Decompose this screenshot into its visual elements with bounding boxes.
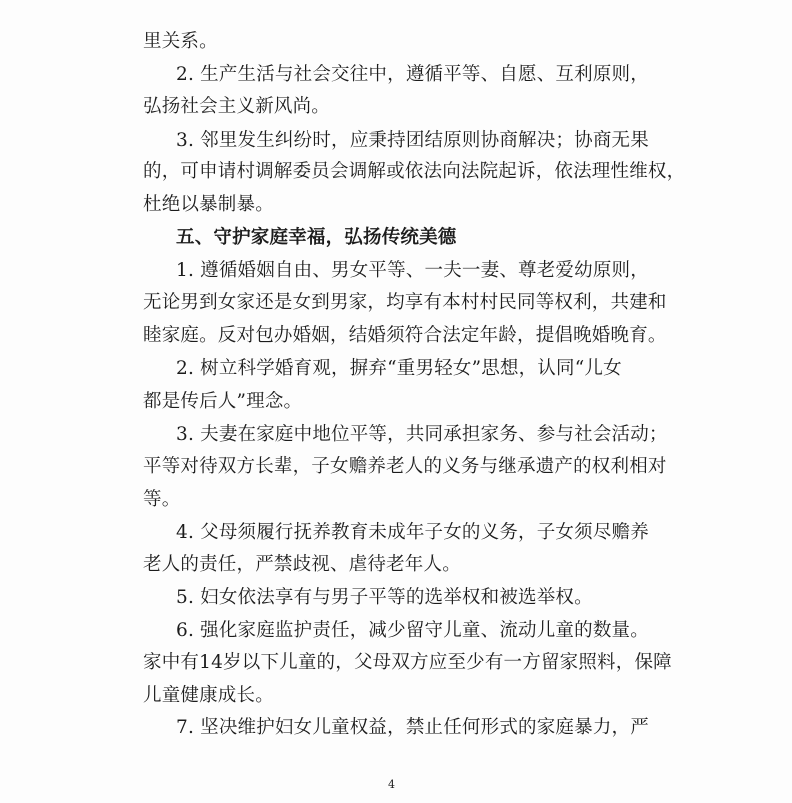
text-line: 杜绝以暴制暴。: [143, 194, 274, 215]
text-line: 6. 强化家庭监护责任，减少留守儿童、流动儿童的数量。: [176, 620, 649, 641]
text-line: 老人的责任，严禁歧视、虐待老年人。: [143, 554, 461, 575]
text-line: 的，可申请村调解委员会调解或依法向法院起诉，依法理性维权，: [143, 161, 686, 182]
text-line: 3. 夫妻在家庭中地位平等，共同承担家务、参与社会活动；: [176, 424, 668, 445]
page-number: 4: [388, 778, 395, 791]
text-line: 无论男到女家还是女到男家，均享有本村村民同等权利，共建和: [143, 292, 667, 313]
section-heading: 五、守护家庭幸福，弘扬传统美德: [176, 227, 457, 248]
text-line: 7. 坚决维护妇女儿童权益，禁止任何形式的家庭暴力，严: [176, 717, 649, 738]
text-line: 3. 邻里发生纠纷时，应秉持团结原则协商解决；协商无果: [176, 130, 649, 151]
text-line: 弘扬社会主义新风尚。: [143, 96, 331, 117]
text-line: 4. 父母须履行抚养教育未成年子女的义务，子女须尽赡养: [176, 522, 649, 543]
text-line: 5. 妇女依法享有与男子平等的选举权和被选举权。: [176, 587, 593, 608]
text-line: 平等对待双方长辈，子女赡养老人的义务与继承遗产的权利相对: [143, 456, 667, 477]
text-line: 1. 遵循婚姻自由、男女平等、一夫一妻、尊老爱幼原则，: [176, 260, 649, 281]
text-line: 2. 树立科学婚育观，摒弃“重男轻女”思想，认同“儿女: [176, 358, 622, 379]
text-line: 睦家庭。反对包办婚姻，结婚须符合法定年龄，提倡晚婚晚育。: [143, 325, 667, 346]
text-line: 2. 生产生活与社会交往中，遵循平等、自愿、互利原则，: [176, 64, 649, 85]
text-line: 家中有14岁以下儿童的，父母双方应至少有一方留家照料，保障: [143, 652, 672, 673]
text-line: 儿童健康成长。: [143, 685, 274, 706]
text-line: 都是传后人”理念。: [143, 391, 303, 412]
text-line: 里关系。: [143, 31, 218, 52]
text-line: 等。: [143, 489, 181, 510]
